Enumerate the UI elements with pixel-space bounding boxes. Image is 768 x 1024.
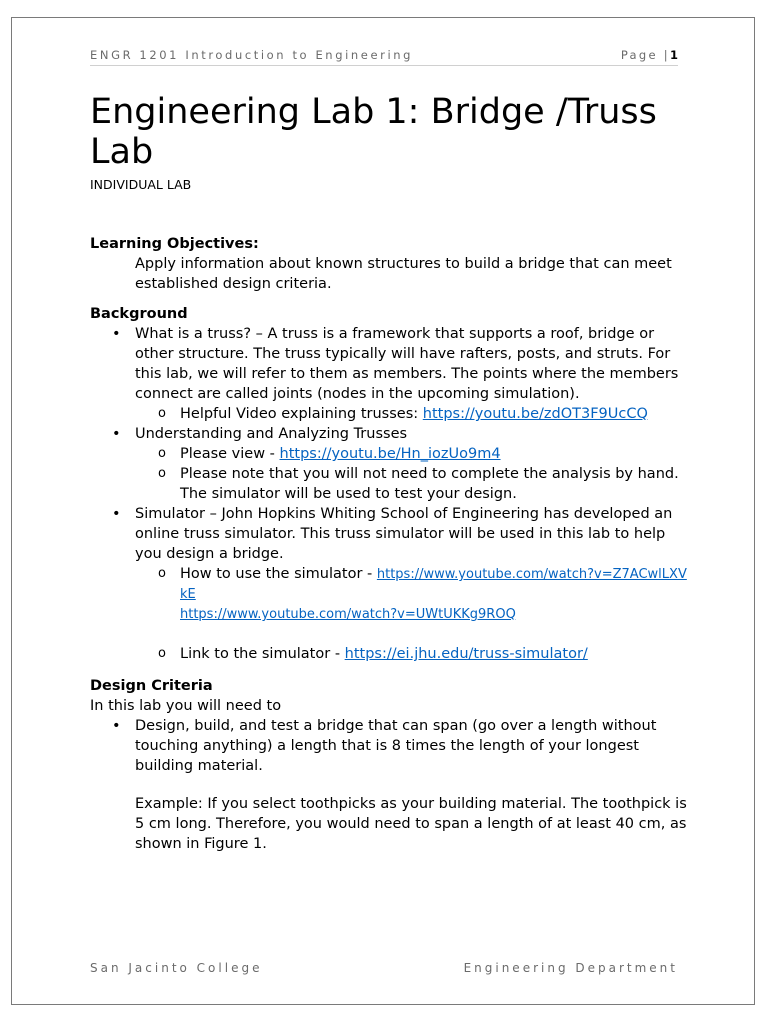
page-subtitle: INDIVIDUAL LAB xyxy=(90,177,192,192)
background-heading: Background xyxy=(90,306,188,322)
page-title: Engineering Lab 1: Bridge /Truss Lab xyxy=(90,92,657,172)
page-header xyxy=(90,47,678,66)
background-subitem-note: o Please note that you will not need to complete the analysis by hand. The simulator will be used to test your design. xyxy=(90,464,690,504)
background-item-simulator: • Simulator – John Hopkins Whiting School of Engineering has developed an online truss simulator. This truss simulator will be used in this lab to help you design a bridge. xyxy=(90,504,690,564)
objectives-heading: Learning Objectives: xyxy=(90,236,259,252)
howto-video-link-1[interactable]: https://www.youtube.com/watch?v=Z7ACwlLXVkE xyxy=(180,567,687,602)
simlink-label: Link to the simulator - xyxy=(180,646,345,662)
analyzing-video-link[interactable]: https://youtu.be/Hn_iozUo9m4 xyxy=(279,446,501,462)
page-label: Page | xyxy=(620,48,670,62)
design-intro: In this lab you will need to xyxy=(90,698,282,714)
design-item-example: Example: If you select toothpicks as your building material. The toothpick is 5 cm long. Therefore, you would need to span a length of at least 40 cm, as shown in Figure 1. xyxy=(135,796,687,852)
truss-video-link[interactable]: https://youtu.be/zdOT3F9UcCQ xyxy=(422,406,648,422)
design-item-text: • Design, build, and test a bridge that can span (go over a length without touching anything) a length that is 8 times the length of your longest building material. xyxy=(135,718,657,774)
course-name: ENGR 1201 Introduction to Engineering xyxy=(90,48,414,62)
footer-college: San Jacinto College xyxy=(90,961,263,975)
background-subitem-view xyxy=(90,444,690,464)
background-subitem-howto xyxy=(90,564,690,624)
background-list xyxy=(90,324,690,664)
design-list xyxy=(90,716,690,854)
document-body xyxy=(90,92,690,854)
howto-label: How to use the simulator - xyxy=(180,566,377,582)
background-subitem-simlink xyxy=(90,644,690,664)
background-item-analyzing: • Understanding and Analyzing Trusses xyxy=(90,424,690,444)
howto-video-link-2[interactable]: https://www.youtube.com/watch?v=UWtUKKg9ROQ xyxy=(180,607,516,622)
design-item-span xyxy=(90,716,690,854)
view-label: Please view - xyxy=(180,446,280,462)
simulator-link[interactable]: https://ei.jhu.edu/truss-simulator/ xyxy=(344,646,588,662)
objectives-text: Apply information about known structures to build a bridge that can meet established design criteria. xyxy=(135,256,672,292)
page-indicator xyxy=(621,48,678,62)
video-label: Helpful Video explaining trusses: xyxy=(180,406,423,422)
background-item-truss: • What is a truss? – A truss is a framework that supports a roof, bridge or other structure. The truss typically will have rafters, posts, and struts. For this lab, we will refer to them as members. The points where the members connect are called joints (nodes in the upcoming simulation). xyxy=(90,324,690,404)
design-heading: Design Criteria xyxy=(90,678,213,694)
background-subitem-video xyxy=(90,404,690,424)
page-number: 1 xyxy=(669,48,678,62)
footer-department: Engineering Department xyxy=(463,961,678,975)
